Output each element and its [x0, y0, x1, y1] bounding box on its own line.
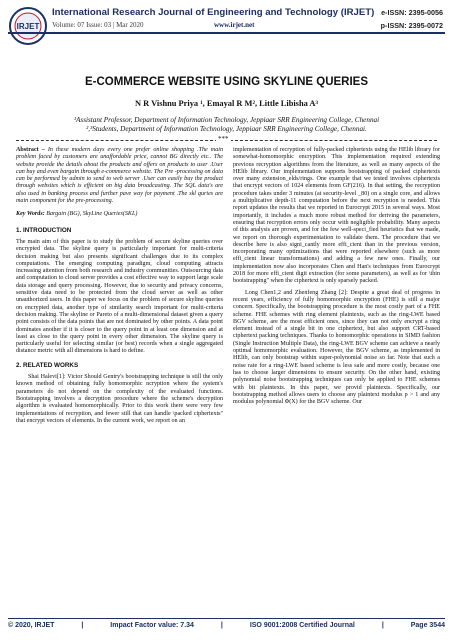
abstract: [16, 147, 223, 205]
header-rule: [8, 32, 445, 34]
page-footer: [8, 622, 445, 629]
affiliations: [16, 116, 437, 134]
affiliation-2: ²,³Students, Department of Information Technology, Jeppiaar SRR Engineering College, Chennai.: [86, 124, 367, 133]
keywords-label: Key Words:: [16, 211, 45, 218]
right-paragraph-2: Long Chen1,2 and Zhenfeng Zhang [2]: Despite a great deal of progress in recent years, efficiency of fully homomorphic encryption (FHE) is still a major concern. Specifically, the bootstrapping procedure is the most costly part of a FHE scheme. FHE schemes with ring element plaintexts, such as the ring-LWE based BGV scheme, are the most efficient ones, since they can not only encrypt a ring element instead of a single bit in one ciphertext, but also support CRT-based ciphertext packing techniques. Thanks to homomorphic operations in SIMD fashion (Single Instruction Multiple Data), the ring-LWE BGV scheme can achieve a nearly optimal homomorphic evaluation. However, the BGV scheme, as implemented in HElib, can only bootstrap within super-polynomial noise so far. Note that such a noise rate for a ring-LWE based scheme is less safe and more costly, because one has to choose larger dimensions to ensure security. On the other hand, existing polynomial noise bootstrapping techniques can only be applied to FHE schemes with bit plaintexts. In this paper, we provid plaintexts. Specifically, our bootstrapping method allows users to choose any plaintext modulus p > 1 and any modulus polynomial Φ(X) for the BGV scheme. Our: [233, 289, 440, 406]
keywords-text: Bargain (BG), SkyLine Queries(SKL): [44, 211, 138, 218]
introduction-paragraph: The main aim of this paper is to study the problem of secure skyline queries over encrypted data. The skyline query is particularly important for multi-criteria decision making but also presents significant challenges due to its complex computations. The emerging computing paradigm, cloud computing attracts increasing attention from both research and industry communities. Outsourcing data and computation to cloud server provides a cost effective way to support large scale data storage and query processing. However, due to security and privacy concerns, sensitive data need to be protected from the cloud server as well as other unauthorized users. In this paper we focus on the problem of secure skyline queries on encrypted data, another type of similarity search important for multi-criteria decision making. The skyline or Pareto of a multi-dimensional dataset given a query point consists of the data points that are not dominated by other points. A data point dominates another if it is closer to the query point in at least one dimension and at least as close to the query point in every other dimension. The skyline query is particularly useful for selecting similar (or best) records when a single aggregated distance metric with all dimensions is hard to define.: [16, 238, 223, 355]
logo-text: IRJET: [16, 22, 40, 31]
left-column: [16, 147, 223, 429]
related-works-paragraph: Shai Halevi[1]: Victor Should Gentry's bootstrapping technique is still the only known method of obtaining fully homomorphic ncryption where the system's parameters do not depend on the complexity of the evaluated functions. Bootstrapping involves a decryption procedure where the scheme's decryption algorithm is evaluated homomorphically. Prior to this work there were very few implementations of recryption, and fewer still that can handle \packed ciphertexts" that encrypt vectors of elements. In the current work, we report on an: [16, 374, 223, 424]
paper-authors: N R Vishnu Priya ¹, Emayal R M², Little Libisha A³: [135, 99, 318, 108]
abstract-label: Abstract –: [16, 147, 45, 153]
right-paragraph-1: implementation of recryption of fully-packed ciphertexts using the HElib library for somewhat-homomorphic encryption. This implementation required extending previous recryption algorithms from the literature, as well as many aspects of the HElib library. Our implementation supports bootstrapping of packed ciphertexts over many extension_elds/rings. One example that we tested involves ciphertexts that encrypt vectors of 1024 elements from GF(216). In that setting, the recryption procedure takes under 3 minutes (at security-level _80) on a single core, and allows a multiplicative depth-11 computation before the next recryption is needed. This report updates the results that we reported in Eurocrypt 2015 in several ways. Most importantly, it includes a much more robust method for deriving the parameters, ensuring that recryption errors only occur with negligible probability. Many aspects of this analysis are proven, and for the few well-speci_fied heuristics that we made, we report on thorough experimentation to validate them. The procedure that we describe here is also signi_cantly more effi_cient than in the previous version, incorporating many optimizations that were reported elsewhere (such as more effi_cient linear transformations) and adding a few new ones. Finally, our implementation now also incorporates Chen and Han's techniques from Eurocrypt 2018 for more effi_cient digit extraction (for some parameters), as well as for \thin bootstrapping" when the ciphertext is only sparsely packed.: [233, 147, 440, 285]
paper-title: E-COMMERCE WEBSITE USING SKYLINE QUERIES: [84, 76, 369, 88]
e-issn: e-ISSN: 2395-0056: [381, 8, 443, 17]
right-column: [233, 147, 440, 410]
footer-iso: ISO 9001:2008 Certified Journal: [249, 622, 355, 629]
p-issn: p-ISSN: 2395-0072: [380, 21, 443, 30]
footer-copyright: © 2020, IRJET: [8, 622, 55, 629]
keywords: [16, 211, 223, 218]
divider-stars: ***: [218, 135, 229, 143]
section-heading-related-works: 2. RELATED WORKS: [16, 361, 79, 369]
abstract-text: In these modern days every one prefer online shopping .The main problem faced by customers are unaffordable price, cannot BG directly etc.. The website provide the details about the products and offers on products to user .User can buy and even bargain through e-commerce website. The Pre -processing on data can be performed by admin to send to web server .User can easily buy the product through websites which is efficient on big data broadcasting. The SQL data's are also used in banking process and further pave way for payment .The skl quries are main component for the pre-processing.: [16, 147, 223, 205]
footer-impact-factor: Impact Factor value: 7.34: [110, 622, 194, 629]
affiliation-1: ¹Assistant Professor, Department of Information Technology, Jeppiaar SRR Engineering College, Chennai: [73, 116, 380, 124]
footer-sep-2: |: [220, 622, 223, 629]
journal-header: [0, 0, 453, 58]
section-heading-introduction: 1. INTRODUCTION: [16, 226, 72, 234]
website-link[interactable]: www.irjet.net: [214, 21, 255, 29]
footer-sep-1: |: [81, 622, 84, 629]
footer-rule: [8, 618, 445, 619]
volume-issue: Volume: 07 Issue: 03 | Mar 2020: [52, 21, 144, 29]
footer-page-number: Page 3544: [410, 622, 445, 629]
footer-sep-3: |: [381, 622, 384, 629]
irjet-logo: [8, 6, 48, 46]
journal-name: International Research Journal of Engineering and Technology (IRJET): [52, 7, 375, 18]
